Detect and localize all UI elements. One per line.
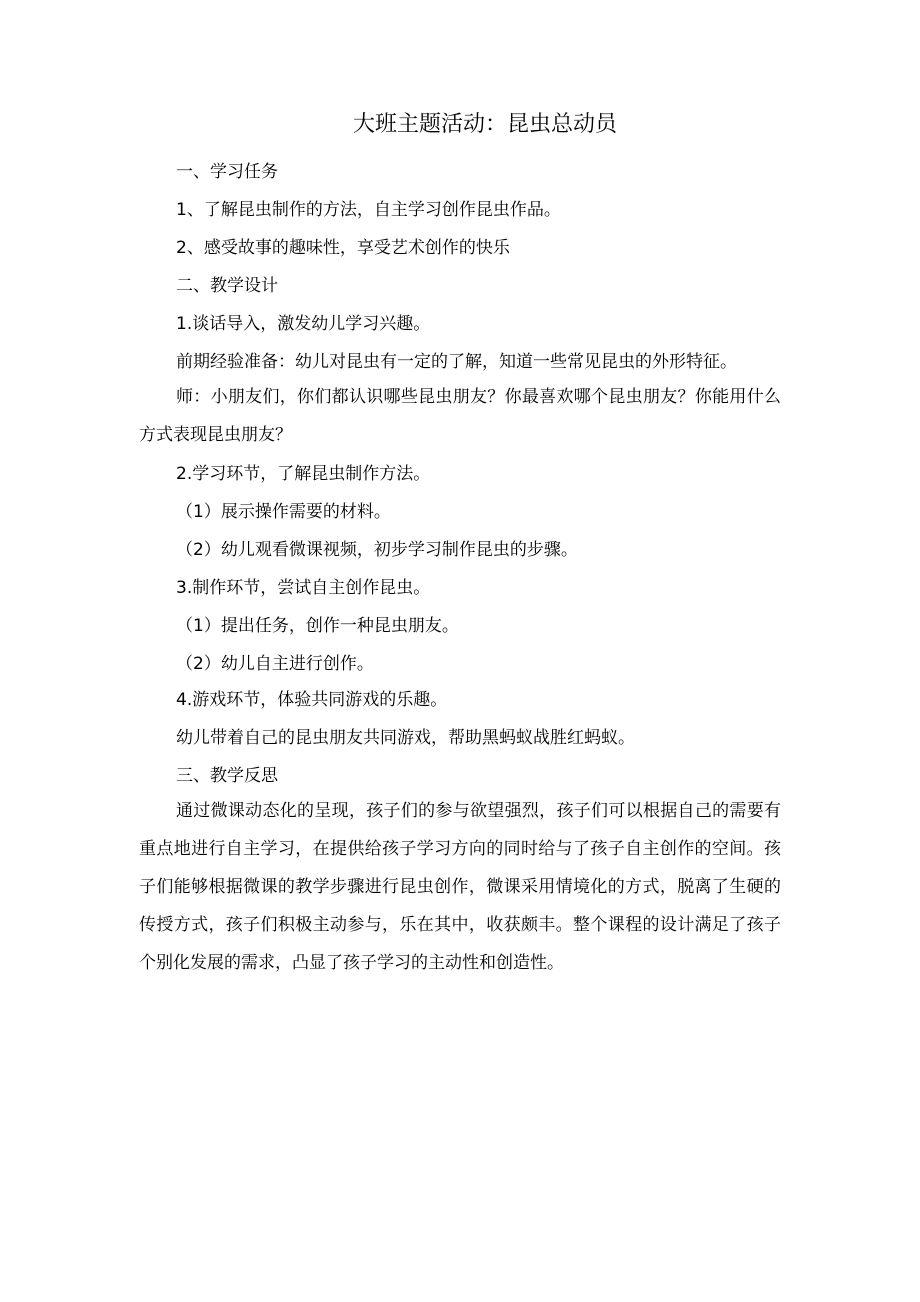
section-heading-teaching-reflection: 三、教学反思 xyxy=(176,766,278,786)
design-step-3-item-1: （1）提出任务，创作一种昆虫朋友。 xyxy=(176,616,459,636)
game-description-paragraph: 幼儿带着自己的昆虫朋友共同游戏，帮助黑蚂蚁战胜红蚂蚁。 xyxy=(176,728,635,748)
teacher-question-paragraph: 师：小朋友们，你们都认识哪些昆虫朋友？你最喜欢哪个昆虫朋友？你能用什么方式表现昆虫朋友？ xyxy=(139,387,781,445)
prior-experience-paragraph: 前期经验准备：幼儿对昆虫有一定的了解，知道一些常见昆虫的外形特征。 xyxy=(176,352,737,372)
design-step-2: 2.学习环节，了解昆虫制作方法。 xyxy=(176,464,431,484)
design-step-3: 3.制作环节，尝试自主创作昆虫。 xyxy=(176,578,431,598)
design-step-4: 4.游戏环节，体验共同游戏的乐趣。 xyxy=(176,690,448,710)
design-step-2-item-2: （2）幼儿观看微课视频，初步学习制作昆虫的步骤。 xyxy=(176,540,578,560)
section-heading-learning-tasks: 一、学习任务 xyxy=(176,162,278,182)
design-step-1: 1.谈话导入，激发幼儿学习兴趣。 xyxy=(176,314,431,334)
task-item-1: 1、了解昆虫制作的方法，自主学习创作昆虫作品。 xyxy=(176,200,561,220)
section-heading-teaching-design: 二、教学设计 xyxy=(176,276,278,296)
design-step-2-item-1: （1）展示操作需要的材料。 xyxy=(176,502,391,522)
task-item-2: 2、感受故事的趣味性，享受艺术创作的快乐 xyxy=(176,238,510,258)
document-title: 大班主题活动：昆虫总动员 xyxy=(352,112,617,137)
design-step-3-item-2: （2）幼儿自主进行创作。 xyxy=(176,654,374,674)
reflection-paragraph: 通过微课动态化的呈现，孩子们的参与欲望强烈，孩子们可以根据自己的需要有重点地进行自主学习，在提供给孩子学习方向的同时给与了孩子自主创作的空间。孩子们能够根据微课的教学步骤进行昆虫创作，微课采用情境化的方式，脱离了生硬的传授方式，孩子们积极主动参与，乐在其中，收获颇丰。整个课程的设计满足了孩子个别化发展的需求，凸显了孩子学习的主动性和创造性。 xyxy=(139,801,781,973)
